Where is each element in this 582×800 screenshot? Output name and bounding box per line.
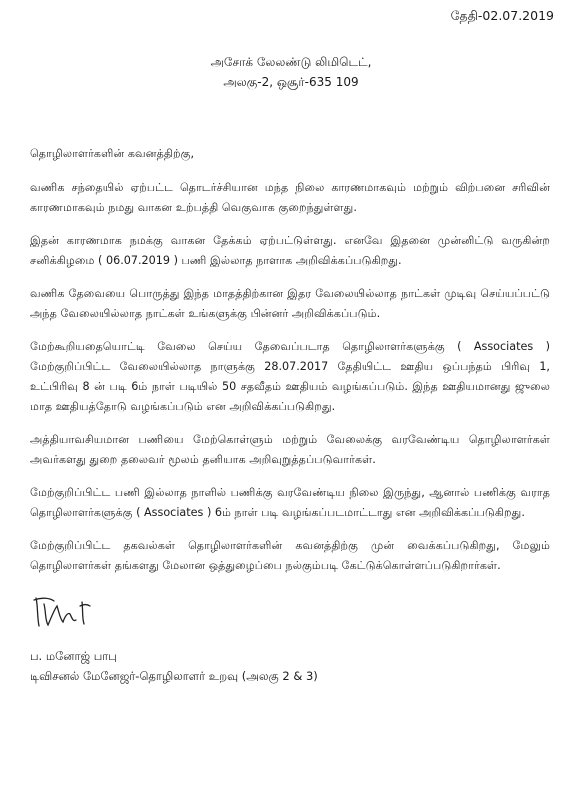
- signer-block: [30, 646, 318, 686]
- paragraph-6: மேற்குறிப்பிட்ட பணி இல்லாத நாளில் பணிக்கு வரவேண்டிய நிலை இருந்து, ஆனால் பணிக்கு வராத தொழிலாளர்களுக்கு ( Associates ) 6ம் நாள் படி வழங்கப்படமாட்டாது என அறிவிக்கப்படுகிறது.: [30, 486, 550, 519]
- letter-date: தேதி-02.07.2019: [450, 8, 554, 23]
- paragraph-5: அத்தியாவசியமான பணியை மேற்கொள்ளும் மற்றும் வேலைக்கு வரவேண்டிய தொழிலாளர்கள் அவர்களது துறை தலைவர் மூலம் தனியாக அறிவுறுத்தப்படுவார்கள்.: [30, 433, 550, 466]
- paragraph-1: வணிக சந்தையில் ஏற்பட்ட தொடர்ச்சியான மந்த நிலை காரணமாகவும் மற்றும் விற்பனை சரிவின் காரணமாகவும் நமது வாகன உற்பத்தி வெகுவாக குறைந்துள்ளது.: [30, 181, 550, 214]
- signer-title: டிவிசனல் மேனேஜர்-தொழிலாளர் உறவு (அலகு 2 & 3): [30, 669, 318, 683]
- paragraph-7: மேற்குறிப்பிட்ட தகவல்கள் தொழிலாளர்களின் கவனத்திற்கு முன் வைக்கப்படுகிறது, மேலும் தொழிலாளர்கள் தங்களது மேலான ஒத்துழைப்பை நல்கும்படி கேட்டுக்கொள்ளப்படுகிறார்கள்.: [30, 539, 550, 572]
- company-address: அலகு-2, ஒசூர்-635 109: [223, 75, 359, 89]
- salutation: தொழிலாளர்களின் கவனத்திற்கு,: [30, 147, 195, 160]
- letter-body: [30, 144, 550, 589]
- paragraph-2: இதன் காரணமாக நமக்கு வாகன தேக்கம் ஏற்பட்டுள்ளது. எனவே இதனை முன்னிட்டு வருகின்ற சனிக்கிழமை ( 06.07.2019 ) பணி இல்லாத நாளாக அறிவிக்கப்படுகிறது.: [30, 234, 550, 267]
- company-header: [0, 52, 582, 92]
- company-name: அசோக் லேலண்டு லிமிடெட்,: [210, 55, 372, 69]
- paragraph-3: வணிக தேவையை பொருத்து இந்த மாதத்திற்கான இதர வேலையில்லாத நாட்கள் முடிவு செய்யப்பட்டு அந்த வேலையில்லாத நாட்கள் உங்களுக்கு பின்னர் அறிவிக்கப்படும்.: [30, 287, 550, 320]
- signer-name: ப. மனோஜ் பாபு: [30, 649, 117, 663]
- handwritten-signature: [30, 592, 110, 632]
- paragraph-4: மேற்கூறியதையொட்டி வேலை செய்ய தேவைப்படாத தொழிலாளர்களுக்கு ( Associates ) மேற்குறிப்பிட்ட வேலையில்லாத நாளுக்கு 28.07.2017 தேதியிட்ட ஊதிய ஒப்பந்தம் பிரிவு 1, உட்பிரிவு 8 ன் படி 6ம் நாள் படியில் 50 சதவீதம் ஊதியம் வழங்கப்படும். இந்த ஊதியமானது ஜுலை மாத ஊதியத்தோடு வழங்கப்படும் என அறிவிக்கப்படுகிறது.: [30, 340, 550, 413]
